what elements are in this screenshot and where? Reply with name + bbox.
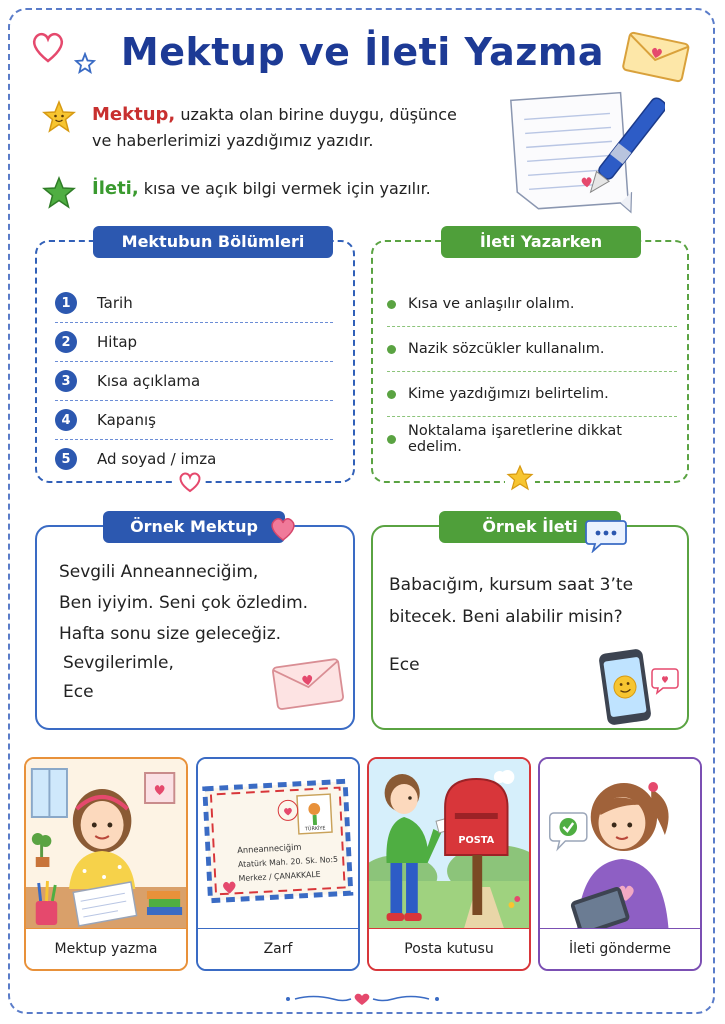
list-item-label: Hitap bbox=[97, 333, 138, 351]
mektup-bolumleri-box bbox=[35, 232, 355, 483]
page-title: Mektup ve İleti Yazma bbox=[120, 30, 605, 74]
heart-icon bbox=[175, 470, 205, 494]
list-item bbox=[55, 362, 333, 401]
list-item bbox=[387, 372, 677, 417]
mektup-bolumleri-title: Mektubun Bölümleri bbox=[93, 226, 333, 258]
stamp-text: TÜRKİYE bbox=[304, 825, 326, 833]
mektup-text-2: ve haberlerimizi yazdığımız yazıdır. bbox=[92, 131, 374, 150]
bullet-dot bbox=[387, 390, 396, 399]
smiling-star-icon bbox=[42, 100, 76, 134]
footer-divider-hearts bbox=[285, 990, 440, 1008]
ileti-definition bbox=[92, 176, 502, 202]
list-item-label: Nazik sözcükler kullanalım. bbox=[408, 341, 605, 357]
bullet-dot bbox=[387, 300, 396, 309]
ileti-term: İleti, bbox=[92, 178, 139, 199]
ileti-text: kısa ve açık bilgi vermek için yazılır. bbox=[143, 179, 431, 198]
letter-closing-line: Sevgilerimle, bbox=[63, 653, 174, 673]
list-item bbox=[387, 282, 677, 327]
letter-line: Ben iyiyim. Seni çok özledim. bbox=[59, 593, 309, 613]
girl-writing-illustration bbox=[26, 759, 186, 933]
list-item-label: Ad soyad / imza bbox=[97, 450, 217, 468]
number-badge: 3 bbox=[55, 370, 77, 392]
list-item-label: Kime yazdığımızı belirtelim. bbox=[408, 386, 609, 402]
girl-with-tablet-illustration bbox=[540, 759, 700, 933]
number-badge: 4 bbox=[55, 409, 77, 431]
number-badge: 5 bbox=[55, 448, 77, 470]
message-body bbox=[389, 569, 633, 633]
card-mektup-yazma bbox=[24, 757, 188, 971]
list-item bbox=[387, 327, 677, 372]
envelope-illustration bbox=[198, 759, 358, 933]
paper-and-pen-icon bbox=[505, 88, 665, 228]
message-signature: Ece bbox=[389, 655, 420, 675]
mektup-bolumleri-list bbox=[55, 284, 333, 478]
card-zarf bbox=[196, 757, 360, 971]
card-caption: Posta kutusu bbox=[369, 928, 529, 969]
ileti-yazarken-box bbox=[371, 232, 689, 483]
message-line: Babacığım, kursum saat 3’te bbox=[389, 575, 634, 595]
letter-body bbox=[59, 557, 308, 650]
list-item-label: Kısa açıklama bbox=[97, 372, 201, 390]
list-item-label: Kapanış bbox=[97, 411, 156, 429]
envelope-icon bbox=[269, 653, 349, 715]
bullet-dot bbox=[387, 345, 396, 354]
letter-line: Sevgili Anneanneciğim, bbox=[59, 562, 259, 582]
card-caption: Zarf bbox=[198, 928, 358, 969]
number-badge: 2 bbox=[55, 331, 77, 353]
address-line: Atatürk Mah. 20. Sk. No:5 bbox=[237, 854, 339, 870]
list-item bbox=[55, 284, 333, 323]
mailbox-label: POSTA bbox=[458, 834, 495, 847]
address-line: Merkez / ÇANAKKALE bbox=[238, 869, 321, 884]
mektup-definition bbox=[92, 102, 502, 154]
phone-icon bbox=[597, 647, 681, 727]
address-line: Anneanneciğim bbox=[236, 841, 302, 856]
boy-at-mailbox-illustration bbox=[369, 759, 529, 933]
list-item bbox=[55, 323, 333, 362]
bullet-dot bbox=[387, 435, 396, 444]
chat-bubble-icon bbox=[585, 517, 627, 553]
mektup-text-1: uzakta olan birine duygu, düşünce bbox=[180, 105, 457, 124]
card-caption: İleti gönderme bbox=[540, 928, 700, 969]
star-icon bbox=[505, 464, 535, 492]
mektup-term: Mektup, bbox=[92, 104, 176, 125]
list-item-label: Kısa ve anlaşılır olalım. bbox=[408, 296, 575, 312]
card-posta-kutusu bbox=[367, 757, 531, 971]
card-ileti-gonderme bbox=[538, 757, 702, 971]
ileti-yazarken-list bbox=[387, 282, 677, 461]
ileti-yazarken-title: İleti Yazarken bbox=[441, 226, 641, 258]
heart-icon bbox=[267, 515, 299, 543]
letter-signature: Ece bbox=[63, 682, 94, 702]
card-caption: Mektup yazma bbox=[26, 928, 186, 969]
ornek-ileti-title: Örnek İleti bbox=[439, 511, 621, 543]
list-item-label: Noktalama işaretlerine dikkat edelim. bbox=[408, 423, 622, 455]
list-item-label: Tarih bbox=[97, 294, 133, 312]
message-line: bitecek. Beni alabilir misin? bbox=[389, 607, 623, 627]
ornek-mektup-box bbox=[35, 517, 355, 730]
letter-line: Hafta sonu size geleceğiz. bbox=[59, 624, 282, 644]
letter-closing bbox=[63, 649, 174, 707]
list-item bbox=[55, 401, 333, 440]
green-star-icon bbox=[42, 176, 76, 210]
number-badge: 1 bbox=[55, 292, 77, 314]
ornek-ileti-box bbox=[371, 517, 689, 730]
list-item bbox=[387, 417, 677, 461]
ornek-mektup-title: Örnek Mektup bbox=[103, 511, 285, 543]
